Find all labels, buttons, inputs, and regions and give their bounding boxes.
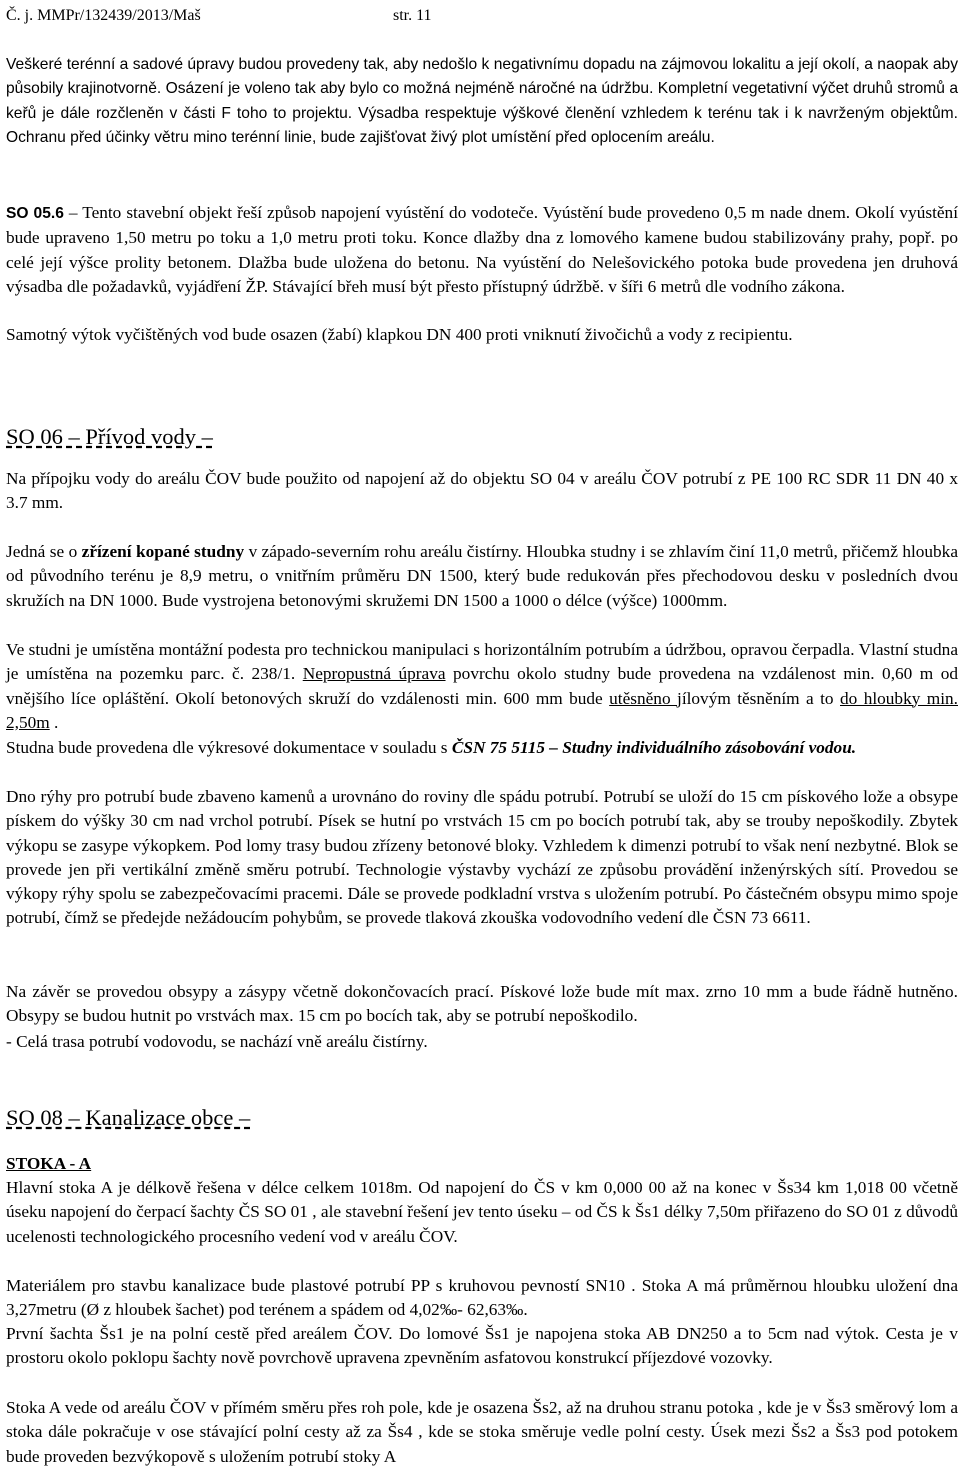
so05-label: SO 05.6 xyxy=(6,205,64,222)
well-emphasis: zřízení kopané studny xyxy=(81,542,245,561)
so06-paragraph-5: Dno rýhy pro potrubí bude zbaveno kamenů a urovnáno do roviny dle spádu potrubí. Potrubí se uloží do 15 cm pískového lože a obsype pískem do výšky 30 cm nad vrchol potrubí. Písek se hutní po vrstvách 15 cm po bocích potrubí tak, aby se trouby nepoškodily. Zbytek výkopu se zasype výkopkem. Pod lomy trasy budou zřízeny betonové bloky. Vzhledem k dimenzi potrubí to však není nezbytné. Blok se provede jen při vertikální změně směru potrubí. Technologie výstavby vychází ze způsobu provádění inženýrských sítí. Provedou se výkopy rýhy spolu se zabezpečovacími pracemi. Dále se provede podkladní vrstva s uložením potrubí. Po částečném obsypu mimo spoje potrubí, čímž se předejde nežádoucím pohybům, se provede tlaková zkouška vodovodního vedení dle ČSN 73 6611. xyxy=(6,787,958,928)
standard-reference: ČSN 75 5115 – Studny individuálního zásobování vodou. xyxy=(451,738,857,757)
so05-paragraph xyxy=(6,201,958,299)
so05-outlet-paragraph: Samotný výtok vyčištěných vod bude osazen (žabí) klapkou DN 400 proti vniknutí živočichů a vody z recipientu. xyxy=(6,325,793,344)
so06-paragraph-3: Ve studni je umístěna montážní podesta pro technickou manipulaci s horizontálním potrubím a údržbou, opravou čerpadla. Vlastní studna je umístěna na pozemku parc. č. 238/1. Nepropustná úprava povrchu okolo studny bude provedena na vzdálenost min. 0,60 m od vnějšího líce opláštění. Okolí betonových skruží do vzdálenosti min. 600 mm bude utěsněno jílovým těsněním a to do hloubky min. 2,50m . xyxy=(6,640,959,732)
so06-paragraph-2: Jedná se o zřízení kopané studny v západo-severním rohu areálu čistírny. Hloubka studny i se zhlavím činí 11,0 metrů, přičemž hloubka od původního terénu je 8,9 metru, o vnitřním průměru DN 1500, který bude redukován přes přechodovou desku v posledních dvou skružích na DN 1000. Bude vystrojena betonovými skružemi DN 1500 a 1000 o délce (výšce) 1000mm. xyxy=(6,542,958,610)
landscaping-paragraph: Veškeré terénní a sadové úpravy budou provedeny tak, aby nedošlo k negativnímu dopadu na zájmovou lokalitu a její okolí, a naopak aby působily krajinotvorně. Osázení je voleno tak aby bylo co možná nejméně náročné na údržbu. Kompletní vegetativní výčet druhů stromů a keřů je dále rozčleněn v části F toho to projektu. Výsadba respektuje výškové členění vzhledem k terénu tak i k navrženým objektům. Ochranu před účinky větru mino terénní linie, bude zajišťovat živý plot umístění před oplocením areálu. xyxy=(6,56,958,146)
so08-paragraph-3: První šachta Šs1 je na polní cestě před areálem ČOV. Do lomové Šs1 je napojena stoka AB DN250 a to 5cm nad výtok. Cesta je v prostoru okolo poklopu šachty nově povrchově upravena zpevněním asfatovou konstrukcí příjezdové vozovky. xyxy=(6,1324,958,1368)
so08-paragraph-2: Materiálem pro stavbu kanalizace bude plastové potrubí PP s kruhovou pevností SN10 . Stoka A má průměrnou hloubku uložení dna 3,27metru (Ø z hloubek šachet) pod terénem a spádem od 4,02‰- 62,63‰. xyxy=(6,1276,958,1320)
so06-paragraph-1: Na přípojku vody do areálu ČOV bude použito od napojení až do objektu SO 04 v areálu ČOV potrubí z PE 100 RC SDR 11 DN 40 x 3.7 mm. xyxy=(6,469,958,513)
so08-paragraph-1: Hlavní stoka A je délkově řešena v délce celkem 1018m. Od napojení do ČS v km 0,000 00 až na konec v Šs34 km 1,018 00 včetně úseku napojení do čerpací šachty ČS SO 01 , ale stavební řešení jev tento úseku – od ČS k Šs1 délky 7,50m přiřazeno do SO 01 z důvodů ucelenosti technologického procesního vedení vod v areálu ČOV. xyxy=(6,1178,958,1246)
stoka-a-heading: STOKA - A xyxy=(6,1154,92,1173)
impermeable-note: Nepropustná úprava xyxy=(302,664,446,684)
so06-paragraph-4: Studna bude provedena dle výkresové dokumentace v souladu s ČSN 75 5115 – Studny individuálního zásobování vodou. xyxy=(6,738,857,757)
so06-paragraph-7: - Celá trasa potrubí vodovodu, se nachází vně areálu čistírny. xyxy=(6,1032,428,1051)
so06-heading: SO 06 – Přívod vody – xyxy=(6,424,213,449)
so08-heading: SO 08 – Kanalizace obce – xyxy=(6,1105,251,1130)
page-header xyxy=(6,4,432,28)
so06-paragraph-6: Na závěr se provedou obsypy a zásypy včetně dokončovacích prací. Pískové lože bude mít max. zrno 10 mm a bude řádně hutněno. Obsypy se budou hutnit po vrstvách max. 15 cm po bocích tak, aby se potrubí nepoškodilo. xyxy=(6,982,958,1026)
so05-text: – Tento stavební objekt řeší způsob napojení vyústění do vodoteče. Vyústění bude provedeno 0,5 m nade dnem. Okolí vyústění bude upraveno 1,50 metru po toku a 1,0 metru proti toku. Konce dlažby dna z lomového kamene budou stabilizovány prahy, popř. po celé její výšce prolity betonem. Dlažba bude uložena do betonu. Na vyústění do Nelešovického potoka bude provedena jen druhová výsadba dle požadavků, vyjádření ŽP. Stávající břeh musí být přesto přístupný údržbě. v šíři 6 metrů dle vodního zákona. xyxy=(6,203,958,296)
document-reference: Č. j. MMPr/132439/2013/Maš xyxy=(6,7,201,24)
page-number: str. 11 xyxy=(393,7,432,24)
so08-paragraph-4: Stoka A vede od areálu ČOV v přímém směru přes roh pole, kde je osazena Šs2, až na druhou stranu potoka , kde je v Šs3 směrový lom a stoka dále pokračuje v ose stávající polní cesty až za Šs4 , kde se stoka směruje vedle polní cesty. Úsek mezi Šs2 a Šs3 pod potokem bude proveden bezvýkopově s uložením potrubí stoky A xyxy=(6,1398,958,1466)
